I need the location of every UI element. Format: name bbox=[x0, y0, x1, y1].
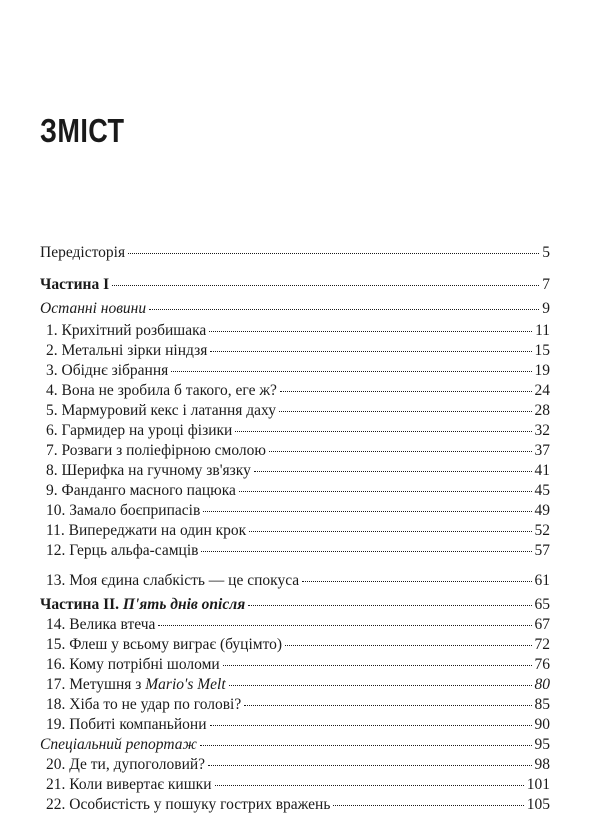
toc-entry-title-text: 3. Обіднє зібрання bbox=[46, 362, 169, 379]
toc-entry-page-number: 65 bbox=[534, 596, 550, 613]
toc-entry-title-text: Останні новини bbox=[40, 300, 147, 317]
dot-leader bbox=[235, 415, 531, 432]
toc-entry-title-text: 18. Хіба то не удар по голові? bbox=[46, 696, 242, 713]
dot-leader bbox=[239, 475, 532, 492]
toc-entry-title-text: Частина ІІ. bbox=[40, 596, 120, 613]
toc-entry-page-number: 49 bbox=[534, 502, 550, 519]
toc-entry-page-number: 67 bbox=[534, 616, 550, 633]
toc-entry-page-number: 9 bbox=[542, 300, 550, 317]
dot-leader bbox=[208, 749, 531, 766]
dot-leader bbox=[223, 649, 532, 666]
dot-leader bbox=[210, 335, 531, 352]
toc-entry-title-text: 9. Фанданго масного пацюка bbox=[46, 482, 236, 499]
toc-entry-page-number: 85 bbox=[534, 696, 550, 713]
dot-leader bbox=[249, 515, 531, 532]
toc-entry-page-number: 32 bbox=[534, 422, 550, 439]
dot-leader bbox=[302, 565, 531, 582]
toc-entry-page-number: 105 bbox=[526, 796, 550, 813]
toc-entry-title-text: 5. Мармуровий кекс і латання даху bbox=[46, 402, 276, 419]
toc-entry-title-text: 6. Гармидер на уроці фізики bbox=[46, 422, 233, 439]
dot-leader bbox=[244, 689, 531, 706]
dot-leader bbox=[279, 395, 532, 412]
toc-entry[interactable] bbox=[40, 568, 550, 590]
toc-entry-title-text: Передісторія bbox=[40, 244, 126, 261]
toc-entry-title bbox=[40, 794, 330, 816]
dot-leader bbox=[269, 435, 532, 452]
dot-leader bbox=[215, 769, 524, 786]
dot-leader bbox=[333, 789, 523, 806]
dot-leader bbox=[229, 669, 532, 686]
toc-entry-title-text: 8. Шерифка на гучному зв'язку bbox=[46, 462, 251, 479]
toc-entry-title-text: 11. Випереджати на один крок bbox=[46, 522, 247, 539]
dot-leader bbox=[171, 355, 531, 372]
toc-entry-page-number: 45 bbox=[534, 482, 550, 499]
toc-entry-title-text: Спеціальний репортаж bbox=[40, 736, 197, 753]
toc-entry[interactable] bbox=[40, 792, 550, 814]
dot-leader bbox=[201, 535, 531, 552]
dot-leader bbox=[285, 629, 531, 646]
toc-entry-title-text: 20. Де ти, дупоголовий? bbox=[46, 756, 206, 773]
toc-entry-title-text: 21. Коли вивертає кишки bbox=[46, 776, 212, 793]
toc-entry-page-number: 76 bbox=[534, 656, 550, 673]
toc-entry-page-number: 61 bbox=[534, 572, 550, 589]
toc-entry-title-text: Частина І bbox=[40, 276, 110, 293]
toc-entry-page-number: 95 bbox=[534, 736, 550, 753]
toc-entry-page-number: 15 bbox=[534, 342, 550, 359]
toc-entry-page-number: 19 bbox=[534, 362, 550, 379]
page-title: ЗМІСТ bbox=[40, 112, 125, 149]
toc-entry-page-number: 28 bbox=[534, 402, 550, 419]
toc-entry[interactable] bbox=[40, 240, 550, 262]
toc-entry-page-number: 41 bbox=[534, 462, 550, 479]
dot-leader bbox=[280, 375, 532, 392]
toc-entry-page-number: 5 bbox=[542, 244, 550, 261]
toc-entry-title-text: 14. Велика втеча bbox=[46, 616, 156, 633]
toc-entry-page-number: 90 bbox=[534, 716, 550, 733]
dot-leader bbox=[149, 293, 539, 310]
toc-entry-page-number: 7 bbox=[542, 276, 550, 293]
toc-entry-title-text: 22. Особистість у пошуку гострих вражень bbox=[46, 796, 331, 813]
toc-entry-title-text: 10. Замало боєприпасів bbox=[46, 502, 201, 519]
toc-entry-page-number: 80 bbox=[534, 676, 550, 693]
toc-entry-page-number: 57 bbox=[534, 542, 550, 559]
toc-entry-page-number: 11 bbox=[535, 322, 550, 339]
toc-entry-page-number: 24 bbox=[534, 382, 550, 399]
toc-entry-title-italic: Mario's Melt bbox=[145, 676, 226, 693]
toc-entry-title-text: 15. Флеш у всьому виграє (буцімто) bbox=[46, 636, 283, 653]
toc-entry-title-text: 1. Крихітний розбишака bbox=[46, 322, 207, 339]
toc-entry-page-number: 101 bbox=[526, 776, 550, 793]
toc-entry[interactable] bbox=[40, 538, 550, 560]
toc-entry-title-text: 19. Побиті компаньйони bbox=[46, 716, 207, 733]
toc-entry-title-text: 17. Метушня з bbox=[46, 676, 142, 693]
toc-entry-page-number: 98 bbox=[534, 756, 550, 773]
dot-leader bbox=[158, 609, 531, 626]
toc-entry-page-number: 72 bbox=[534, 636, 550, 653]
toc-entry-title-text: 16. Кому потрібні шоломи bbox=[46, 656, 220, 673]
dot-leader bbox=[248, 589, 531, 606]
toc-entry-title-text: 4. Вона не зробила б такого, еге ж? bbox=[46, 382, 277, 399]
dot-leader bbox=[200, 729, 532, 746]
dot-leader bbox=[128, 237, 539, 254]
toc-entry-title-text: 7. Розваги з поліефірною смолою bbox=[46, 442, 266, 459]
dot-leader bbox=[210, 709, 532, 726]
toc-entry-page-number: 37 bbox=[534, 442, 550, 459]
toc-entry-title bbox=[40, 242, 125, 264]
toc-entry-title bbox=[40, 298, 146, 320]
dot-leader bbox=[203, 495, 531, 512]
toc-entry-title bbox=[40, 540, 198, 562]
toc-entry-title bbox=[40, 274, 109, 296]
dot-leader bbox=[112, 269, 539, 286]
toc-entry-title-text: 2. Метальні зірки ніндзя bbox=[46, 342, 208, 359]
dot-leader bbox=[209, 315, 532, 332]
toc-entry-title-text: 13. Моя єдина слабкість — це спокуса bbox=[46, 572, 300, 589]
toc-entry-title-text: 12. Герць альфа-самців bbox=[46, 542, 199, 559]
toc-entry-title-italic: П'ять днів опісля bbox=[122, 596, 246, 613]
toc-entry-page-number: 52 bbox=[534, 522, 550, 539]
dot-leader bbox=[254, 455, 532, 472]
toc-entry[interactable] bbox=[40, 272, 550, 294]
